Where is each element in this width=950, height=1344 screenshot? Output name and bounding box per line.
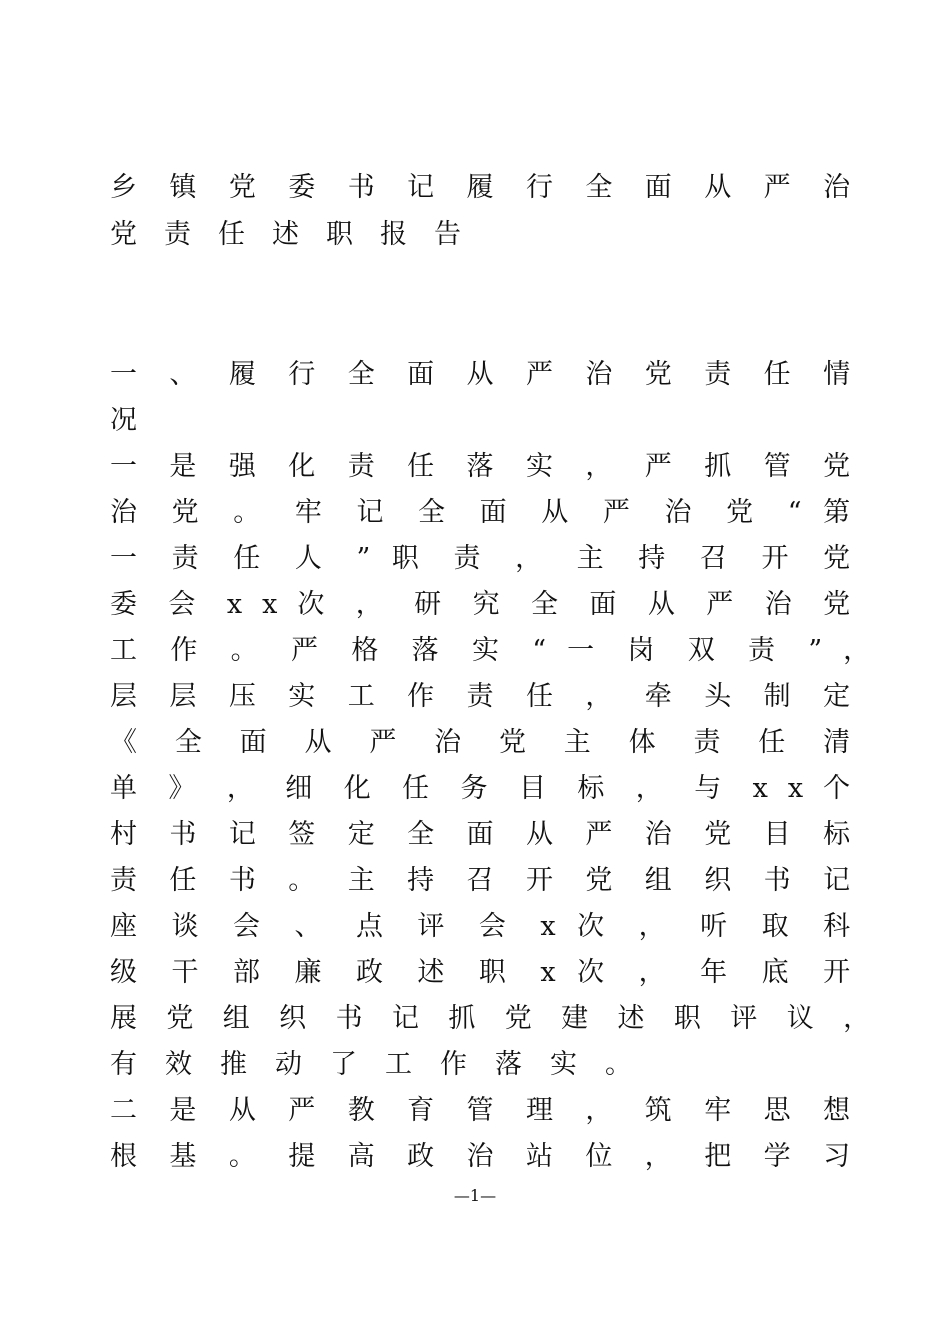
section-heading-line-2: 况 — [110, 405, 164, 436]
body-line-13: 展 党 组 织 书 记 抓 党 建 述 职 评 议 ， — [110, 1003, 871, 1034]
body-line-5: 工 作 。 严 格 落 实 “ 一 岗 双 责 ” ， — [110, 635, 871, 666]
page-number: —1— — [453, 1186, 497, 1205]
body-line-11: 座 谈 会 、 点 评 会 x 次 ， 听 取 科 — [110, 911, 851, 942]
body-line-10: 责 任 书 。 主 持 召 开 党 组 织 书 记 — [110, 865, 851, 896]
body-line-9: 村 书 记 签 定 全 面 从 严 治 党 目 标 — [110, 819, 851, 850]
body-line-12: 级 干 部 廉 政 述 职 x 次 ， 年 底 开 — [110, 957, 851, 988]
body-line-16: 根 基 。 提 高 政 治 站 位 ， 把 学 习 — [110, 1141, 851, 1172]
body-line-4: 委 会 x x 次 ， 研 究 全 面 从 严 治 党 — [110, 589, 851, 620]
body-line-6: 层 层 压 实 工 作 责 任 ， 牵 头 制 定 — [110, 681, 851, 712]
body-line-14: 有效推动了工作落实。 — [110, 1049, 660, 1080]
body-line-7: 《 全 面 从 严 治 党 主 体 责 任 清 — [110, 727, 851, 758]
body-line-2: 治 党 。 牢 记 全 面 从 严 治 党 “ 第 — [110, 497, 851, 528]
body-line-3: 一 责 任 人 ” 职 责 ， 主 持 召 开 党 — [110, 543, 851, 574]
body-line-15: 二 是 从 严 教 育 管 理 ， 筑 牢 思 想 — [110, 1095, 851, 1126]
title-line-2: 党责任述职报告 — [110, 219, 488, 250]
body-line-8: 单 》 ， 细 化 任 务 目 标 ， 与 x x 个 — [110, 773, 851, 804]
body-line-1: 一 是 强 化 责 任 落 实 ， 严 抓 管 党 — [110, 451, 851, 482]
title-line-1: 乡 镇 党 委 书 记 履 行 全 面 从 严 治 — [110, 172, 851, 203]
section-heading-line-1: 一 、 履 行 全 面 从 严 治 党 责 任 情 — [110, 359, 851, 390]
